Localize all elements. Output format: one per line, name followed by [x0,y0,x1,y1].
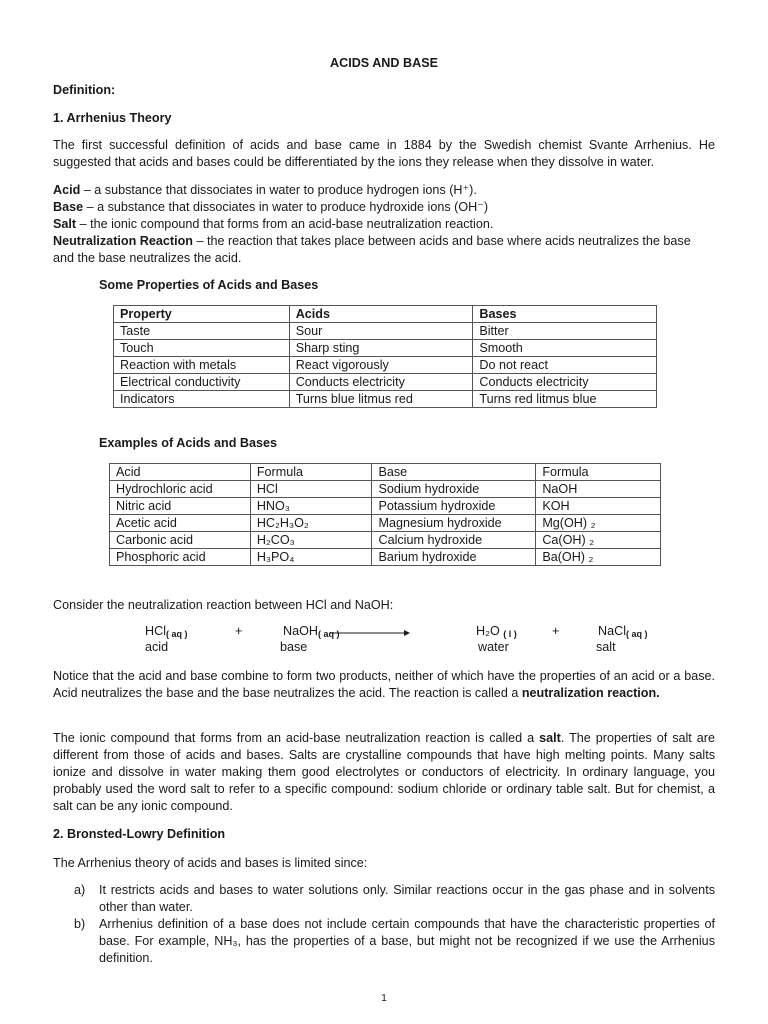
header-cell: Acids [289,306,473,323]
table-row [110,549,661,566]
table-cell: Electrical conductivity [114,374,290,391]
table-cell: Ba(OH) ₂ [536,549,661,566]
limitations-list [74,882,715,967]
salt-term: salt [539,731,561,745]
table-cell: HNO₃ [250,498,372,515]
def-neutralization: – the reaction that takes place between acids and base where acids neutralizes the base and the base neutralizes the acid. [53,234,691,265]
product-water: H₂O $_{( l )}$ [476,624,517,639]
table-row [114,323,657,340]
reaction-equation [0,624,768,658]
def-salt: – the ionic compound that forms from an acid-base neutralization reaction. [76,217,494,231]
table-cell: Turns red litmus blue [473,391,657,408]
table-cell: Carbonic acid [110,532,251,549]
table-cell: H₂CO₃ [250,532,372,549]
term-salt: Salt [53,217,77,231]
table-cell: Reaction with metals [114,357,290,374]
table-cell: H₃PO₄ [250,549,372,566]
reactant-hcl: HCl$_{( aq )}$ [145,624,188,639]
reactant-naoh: NaOH$_{( aq )}$ [283,624,340,639]
list-marker: b) [74,917,86,931]
header-cell: Property [114,306,290,323]
table-cell: Acetic acid [110,515,251,532]
table-cell: Magnesium hydroxide [372,515,536,532]
label-water: water [478,640,509,654]
header-cell: Base [372,464,536,481]
table-row [114,340,657,357]
table-header-row [114,306,657,323]
examples-table-caption: Examples of Acids and Bases [99,436,278,450]
table-cell: Calcium hydroxide [372,532,536,549]
table-row [114,374,657,391]
table-cell: Ca(OH) ₂ [536,532,661,549]
table-cell: KOH [536,498,661,515]
definition-salt [53,216,715,233]
section-2-intro: The Arrhenius theory of acids and bases is limited since: [53,856,368,870]
def-acid: – a substance that dissociates in water to produce hydrogen ions (H⁺). [80,183,477,197]
table-row [110,515,661,532]
table-cell: Conducts electricity [473,374,657,391]
reaction-intro: Consider the neutralization reaction between HCl and NaOH: [53,598,394,612]
table-cell: HCl [250,481,372,498]
table-cell: Conducts electricity [289,374,473,391]
product-nacl: NaCl$_{( aq )}$ [598,624,648,639]
notice-paragraph: Notice that the acid and base combine to form two products, neither of which have the properties of an acid or a base. Acid neutralizes the base and the base neutralizes the acid. The reaction is called a neutralization reaction. [53,669,715,700]
table-cell: Touch [114,340,290,357]
label-acid: acid [145,640,169,654]
table-row [110,532,661,549]
reaction-arrow-icon [330,627,410,639]
table-row [114,391,657,408]
properties-table [113,305,657,408]
table-cell: Phosphoric acid [110,549,251,566]
properties-table-caption: Some Properties of Acids and Bases [99,278,319,292]
examples-table [109,463,661,566]
term-base: Base [53,200,84,214]
label-base: base [280,640,308,654]
table-cell: Hydrochloric acid [110,481,251,498]
term-neutralization: Neutralization Reaction [53,234,193,248]
table-cell: Potassium hydroxide [372,498,536,515]
list-marker: a) [74,883,86,897]
section-1-intro: The first successful definition of acids and base came in 1884 by the Swedish chemist Svante Arrhenius. He suggested that acids and bases could be differentiated by the ions they release when they dissolve in water. [53,138,715,169]
table-cell: Taste [114,323,290,340]
definition-acid [53,182,715,199]
table-row [114,357,657,374]
table-cell: Smooth [473,340,657,357]
label-salt: salt [596,640,616,654]
list-item-text: It restricts acids and bases to water solutions only. Similar reactions occur in the gas phase and in solvents other than water. [99,883,715,914]
definition-heading: Definition: [53,83,116,97]
definition-base [53,199,715,216]
plus-sign: + [235,624,243,638]
table-header-row [110,464,661,481]
table-cell: Turns blue litmus red [289,391,473,408]
term-acid: Acid [53,183,81,197]
definitions-list [53,182,715,267]
table-cell: NaOH [536,481,661,498]
table-cell: Mg(OH) ₂ [536,515,661,532]
definition-neutralization [53,233,715,267]
table-row [110,498,661,515]
list-item [74,916,715,967]
table-cell: Barium hydroxide [372,549,536,566]
table-cell: Bitter [473,323,657,340]
neutralization-term: neutralization reaction. [521,686,660,700]
table-row [110,481,661,498]
table-cell: Sharp sting [289,340,473,357]
table-cell: Sour [289,323,473,340]
header-cell: Formula [250,464,372,481]
section-2-heading: 2. Bronsted-Lowry Definition [53,827,226,841]
table-cell: Indicators [114,391,290,408]
salt-paragraph: The ionic compound that forms from an acid-base neutralization reaction is called a salt. The properties of salt are different from those of acids and bases. Salts are crystalline compounds that have high melting points. Many salts ionize and dissolve in water making them good electrolytes or conductors of electricity. In ordinary language, you probably used the word salt to refer to a specific compound: sodium chloride or ordinary table salt. But for chemist, a salt can be any ionic compound. [53,731,715,813]
table-cell: React vigorously [289,357,473,374]
header-cell: Bases [473,306,657,323]
page-number: 1 [381,993,387,1004]
table-cell: Do not react [473,357,657,374]
list-item [74,882,715,916]
list-item-text: Arrhenius definition of a base does not include certain compounds that have the characteristic properties of base. For example, NH₃, has the properties of a base, but might not be recognized if we use the Arrhenius definition. [99,917,715,965]
table-cell: HC₂H₃O₂ [250,515,372,532]
page-title: ACIDS AND BASE [330,56,438,70]
header-cell: Formula [536,464,661,481]
table-cell: Sodium hydroxide [372,481,536,498]
section-1-heading: 1. Arrhenius Theory [53,111,172,125]
header-cell: Acid [110,464,251,481]
table-cell: Nitric acid [110,498,251,515]
def-base: – a substance that dissociates in water to produce hydroxide ions (OH⁻) [83,200,489,214]
plus-sign: + [552,624,560,638]
